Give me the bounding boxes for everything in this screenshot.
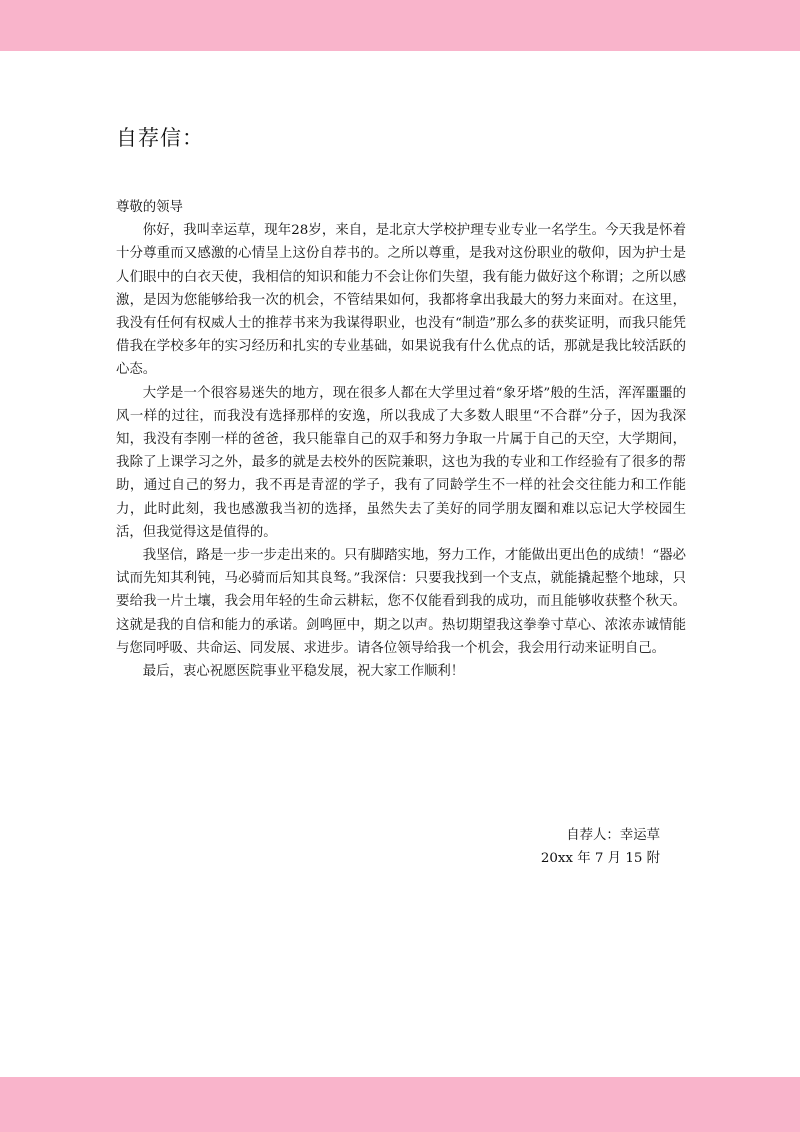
document-title: 自荐信： [116, 126, 204, 150]
letter-body [116, 196, 686, 683]
paragraph-4: 最后，衷心祝愿医院事业平稳发展，祝大家工作顺利！ [142, 664, 465, 680]
signature-name: 自荐人：幸运草 [566, 828, 660, 843]
bottom-pink-band [0, 1077, 800, 1132]
salutation: 尊敬的领导 [116, 200, 183, 215]
paragraph-2: 大学是一个很容易迷失的地方，现在很多人都在大学里过着“象牙塔”般的生活，浑浑噩噩的风一样的过往，而我没有选择那样的安逸，所以我成了大多数人眼里“不合群”分子，因为我深知，我没有李刚一样的爸爸，我只能靠自己的双手和努力争取一片属于自己的天空，大学期间，我除了上课学习之外，最多的就是去校外的医院兼职，这也为我的专业和工作经验有了很多的帮助，通过自己的努力，我不再是青涩的学子，我有了同龄学生不一样的社会交往能力和工作能力，此时此刻，我也感激我当初的选择，虽然失去了美好的同学朋友圈和难以忘记大学校园生活，但我觉得这是值得的。 [116, 385, 686, 540]
paragraph-1: 你好，我叫幸运草，现年28岁，来自，是北京大学校护理专业专业一名学生。今天我是怀着十分尊重而又感激的心情呈上这份自荐书的。之所以尊重，是我对这份职业的敬仰，因为护士是人们眼中的白衣天使，我相信的知识和能力不会让你们失望，我有能力做好这个称谓；之所以感激，是因为您能够给我一次的机会，不管结果如何，我都将拿出我最大的努力来面对。在这里，我没有任何有权威人士的推荐书来为我谋得职业，也没有“制造”那么多的获奖证明，而我只能凭借我在学校多年的实习经历和扎实的专业基础，如果说我有什么优点的话，那就是我比较活跃的心态。 [116, 223, 686, 378]
signature-block [520, 824, 660, 870]
top-pink-band [0, 0, 800, 51]
signature-date: 20xx 年 7 月 15 附 [540, 851, 660, 867]
paragraph-3: 我坚信，路是一步一步走出来的。只有脚踏实地，努力工作，才能做出更出色的成绩！“器必试而先知其利钝，马必骑而后知其良驽。”我深信：只要我找到一个支点，就能撬起整个地球，只要给我一片土壤，我会用年轻的生命云耕耘，您不仅能看到我的成功，而且能够收获整个秋天。这就是我的自信和能力的承诺。剑鸣匣中，期之以声。热切期望我这拳拳寸草心、浓浓赤诚情能与您同呼吸、共命运、同发展、求进步。请各位领导给我一个机会，我会用行动来证明自己。 [116, 548, 686, 656]
